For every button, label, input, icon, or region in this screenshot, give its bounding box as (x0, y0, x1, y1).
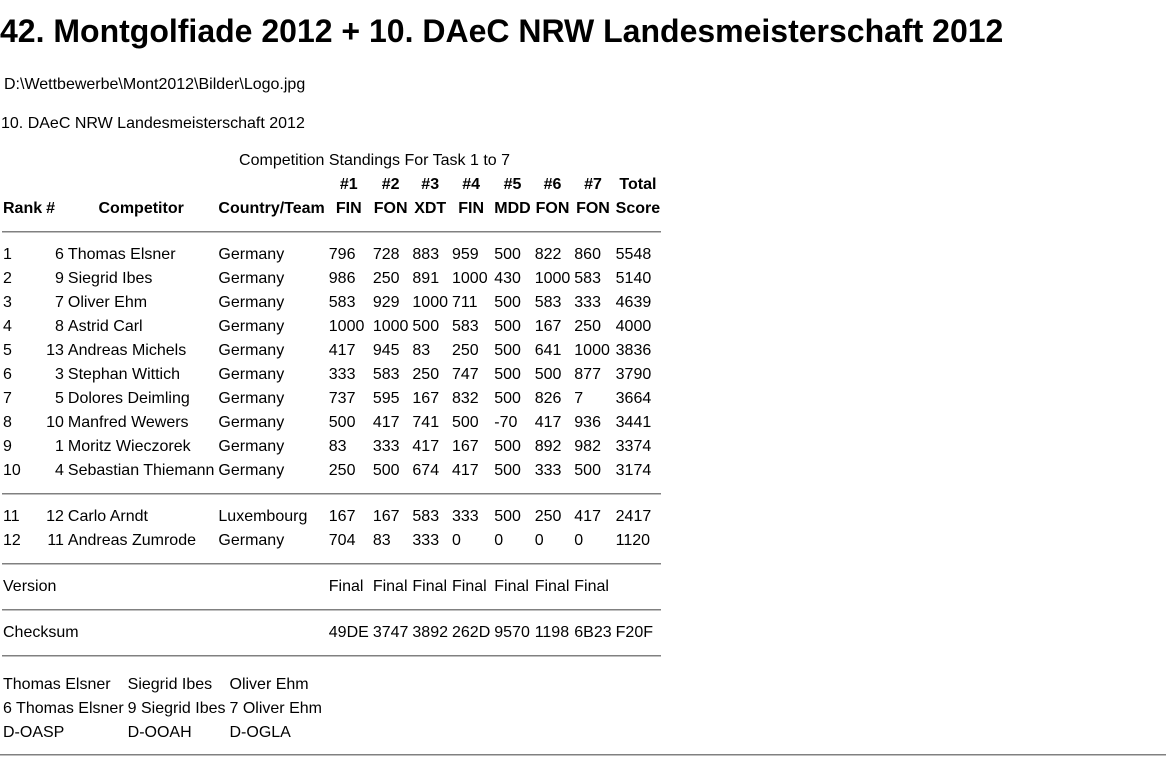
subtitle: 10. DAeC NRW Landesmeisterschaft 2012 (1, 115, 305, 132)
standings-table (0, 149, 663, 667)
version-label: Version (3, 578, 57, 595)
rank-cell: 6 (3, 366, 12, 383)
total-score-cell: 3174 (615, 462, 652, 479)
table-row (2, 363, 661, 387)
task-score-cell: 500 (494, 390, 521, 407)
task-score-cell: 417 (328, 342, 356, 359)
task-score-cell: 1000 (534, 270, 571, 287)
task-score-cell: 959 (452, 246, 479, 263)
task-score-cell: 891 (412, 270, 440, 287)
total-score-cell: 4000 (615, 318, 652, 335)
rank-cell: 12 (3, 532, 21, 549)
task-type-header: XDT (414, 200, 447, 217)
task-score-cell: 250 (452, 342, 479, 359)
table-divider-row (2, 599, 661, 621)
competitor-number-cell: 6 (55, 246, 64, 263)
task-score-cell: 832 (452, 390, 479, 407)
task-score-cell: 982 (574, 438, 601, 455)
checksum-value-cell: 1198 (534, 624, 570, 641)
total-score-cell: 1120 (615, 532, 651, 549)
task-score-cell: 826 (534, 390, 562, 407)
task-score-cell: 500 (412, 318, 440, 335)
task-score-cell: 595 (372, 390, 400, 407)
task-score-cell: 1000 (452, 270, 488, 287)
task-score-cell: 741 (412, 414, 440, 431)
task-score-cell: 583 (452, 318, 479, 335)
total-score-cell: 2417 (615, 508, 652, 525)
competitor-number-cell: 10 (46, 414, 64, 431)
pilot-registration-cell: D-OASP (3, 724, 65, 741)
pilot-info-row (2, 673, 323, 697)
country-cell: Luxembourg (218, 508, 308, 525)
rank-cell: 4 (3, 318, 12, 335)
task-score-cell: 883 (412, 246, 440, 263)
task-number-header: #2 (381, 176, 400, 193)
task-number-header: #4 (462, 176, 481, 193)
task-score-cell: 417 (372, 414, 400, 431)
task-score-cell: 929 (372, 294, 400, 311)
table-row (2, 459, 661, 483)
checksum-value-cell: 3892 (412, 624, 448, 641)
task-number-header: #7 (584, 176, 602, 193)
table-row (2, 411, 661, 435)
task-score-cell: 1000 (412, 294, 448, 311)
pilot-info-row (2, 697, 323, 721)
total-score-cell: 3836 (615, 342, 652, 359)
country-cell: Germany (218, 438, 285, 455)
task-score-cell: 641 (534, 342, 562, 359)
page-title: 42. Montgolfiade 2012 + 10. DAeC NRW Landesmeisterschaft 2012 (0, 13, 1004, 49)
rank-header: Rank (3, 200, 43, 217)
rank-cell: 11 (3, 508, 20, 525)
competitor-name-cell: Carlo Arndt (67, 508, 148, 525)
rank-cell: 2 (3, 270, 12, 287)
task-score-cell: 333 (574, 294, 601, 311)
task-score-cell: 0 (494, 532, 504, 549)
version-value-cell: Final (372, 578, 408, 595)
task-score-cell: 877 (574, 366, 601, 383)
task-score-cell: 417 (412, 438, 440, 455)
competitor-name-cell: Astrid Carl (67, 318, 143, 335)
country-cell: Germany (218, 246, 285, 263)
table-divider (2, 553, 661, 575)
task-score-cell: 583 (574, 270, 601, 287)
total-score-cell: 3441 (615, 414, 652, 431)
pilot-registration-cell: D-OOAH (127, 724, 192, 741)
task-score-cell: 417 (452, 462, 479, 479)
task-number-header: #6 (543, 176, 562, 193)
table-row (2, 387, 661, 411)
total-score-cell: 3790 (615, 366, 652, 383)
version-value-cell: Final (328, 578, 364, 595)
checksum-row (2, 621, 661, 645)
task-score-cell: -70 (494, 414, 518, 431)
task-score-cell: 0 (574, 532, 584, 549)
task-score-cell: 250 (412, 366, 440, 383)
task-score-cell: 0 (534, 532, 544, 549)
task-score-cell: 7 (574, 390, 584, 407)
task-score-cell: 250 (534, 508, 562, 525)
competitor-name-cell: Moritz Wieczorek (67, 438, 191, 455)
task-number-header: #1 (339, 176, 358, 193)
task-score-cell: 704 (328, 532, 356, 549)
task-score-cell: 500 (494, 462, 521, 479)
pilot-name-cell: Thomas Elsner (3, 676, 111, 693)
pilot-info-row (2, 721, 323, 745)
task-score-cell: 500 (328, 414, 356, 431)
checksum-value-cell: 49DE (328, 624, 369, 641)
task-score-cell: 250 (372, 270, 400, 287)
task-score-cell: 167 (372, 508, 400, 525)
score-header: Score (615, 200, 661, 217)
task-score-cell: 583 (328, 294, 356, 311)
country-cell: Germany (218, 270, 285, 287)
task-score-cell: 500 (494, 438, 521, 455)
pilot-name-cell: Siegrid Ibes (127, 676, 213, 693)
task-type-header: FON (535, 200, 570, 217)
table-row (2, 243, 661, 267)
task-score-cell: 500 (372, 462, 400, 479)
table-row (2, 315, 661, 339)
task-score-cell: 167 (412, 390, 440, 407)
task-score-cell: 500 (574, 462, 601, 479)
rank-cell: 10 (3, 462, 21, 479)
table-divider-row (2, 221, 661, 243)
table-divider-row (2, 553, 661, 575)
checksum-value-cell: 262D (452, 624, 491, 641)
competitor-number-cell: 11 (47, 532, 64, 549)
competitor-name-cell: Manfred Wewers (67, 414, 189, 431)
task-number-header: #3 (421, 176, 440, 193)
table-divider (2, 221, 661, 243)
task-score-cell: 796 (328, 246, 356, 263)
caption-row (2, 149, 661, 173)
country-cell: Germany (218, 414, 285, 431)
task-score-cell: 500 (494, 508, 521, 525)
competitor-name-cell: Andreas Michels (67, 342, 187, 359)
version-value-cell: Final (412, 578, 448, 595)
task-score-cell: 500 (534, 366, 562, 383)
competitor-number-cell: 9 (55, 270, 64, 287)
competitor-number-cell: 8 (55, 318, 64, 335)
rank-cell: 8 (3, 414, 12, 431)
total-score-cell: 3374 (615, 438, 652, 455)
total-header: Total (619, 176, 657, 193)
checksum-label: Checksum (3, 624, 79, 641)
rank-cell: 3 (3, 294, 12, 311)
rank-cell: 1 (3, 246, 12, 263)
table-row (2, 505, 661, 529)
task-score-cell: 860 (574, 246, 601, 263)
task-score-cell: 1000 (372, 318, 409, 335)
table-divider-row (2, 645, 661, 667)
competitor-name-cell: Siegrid Ibes (67, 270, 153, 287)
task-score-cell: 417 (534, 414, 562, 431)
task-score-cell: 333 (534, 462, 562, 479)
task-score-cell: 822 (534, 246, 562, 263)
country-cell: Germany (218, 462, 285, 479)
checksum-value-cell: 9570 (494, 624, 530, 641)
country-cell: Germany (218, 294, 285, 311)
total-score-cell: 3664 (615, 390, 652, 407)
competitor-number-cell: 5 (55, 390, 64, 407)
table-divider-row (2, 483, 661, 505)
task-score-cell: 333 (412, 532, 440, 549)
task-score-cell: 333 (452, 508, 479, 525)
task-score-cell: 83 (372, 532, 391, 549)
table-divider (2, 645, 661, 667)
number-header: # (46, 200, 56, 217)
total-score-cell: 4639 (615, 294, 652, 311)
task-number-header: #5 (503, 176, 522, 193)
competitor-name-cell: Dolores Deimling (67, 390, 190, 407)
task-score-cell: 986 (328, 270, 356, 287)
task-score-cell: 0 (452, 532, 461, 549)
task-score-cell: 1000 (328, 318, 365, 335)
task-type-header: FIN (335, 200, 362, 217)
competitor-name-cell: Stephan Wittich (67, 366, 180, 383)
country-cell: Germany (218, 342, 285, 359)
task-score-cell: 583 (372, 366, 400, 383)
competitor-name-cell: Thomas Elsner (67, 246, 176, 263)
competitor-number-cell: 3 (55, 366, 64, 383)
task-type-header: MDD (494, 200, 531, 217)
competitor-number-cell: 1 (55, 438, 64, 455)
total-score-cell: 5140 (615, 270, 652, 287)
pilot-numbered-cell: 6 Thomas Elsner (3, 700, 124, 717)
competitor-name-cell: Sebastian Thiemann (67, 462, 215, 479)
task-score-cell: 1000 (574, 342, 610, 359)
pilot-name-cell: Oliver Ehm (229, 676, 309, 693)
pilots-table (0, 673, 325, 745)
rank-cell: 7 (3, 390, 12, 407)
task-score-cell: 333 (372, 438, 400, 455)
competitor-name-cell: Oliver Ehm (67, 294, 148, 311)
task-score-cell: 500 (494, 318, 521, 335)
pilot-registration-cell: D-OGLA (229, 724, 291, 741)
task-score-cell: 583 (412, 508, 440, 525)
task-score-cell: 83 (412, 342, 431, 359)
task-score-cell: 167 (328, 508, 356, 525)
task-score-cell: 500 (494, 342, 521, 359)
pilot-numbered-cell: 7 Oliver Ehm (229, 700, 322, 717)
task-type-header: FIN (458, 200, 485, 217)
table-divider (2, 599, 661, 621)
header-row-columns (2, 197, 661, 221)
task-score-cell: 674 (412, 462, 440, 479)
checksum-value-cell: 3747 (372, 624, 409, 641)
competitor-number-cell: 12 (46, 508, 64, 525)
table-caption: Competition Standings For Task 1 to 7 (239, 152, 511, 169)
country-header: Country/Team (218, 200, 325, 217)
competitor-number-cell: 7 (55, 294, 64, 311)
competitor-header: Competitor (98, 200, 184, 217)
version-row (2, 575, 661, 599)
task-score-cell: 500 (494, 246, 521, 263)
task-score-cell: 936 (574, 414, 601, 431)
task-score-cell: 417 (574, 508, 601, 525)
checksum-value-cell: 6B23 (574, 624, 612, 641)
country-cell: Germany (218, 390, 285, 407)
bottom-divider (0, 754, 1166, 756)
task-score-cell: 250 (328, 462, 356, 479)
version-value-cell: Final (574, 578, 609, 595)
pilot-numbered-cell: 9 Siegrid Ibes (127, 700, 226, 717)
task-score-cell: 167 (452, 438, 479, 455)
rank-cell: 5 (3, 342, 12, 359)
table-row (2, 435, 661, 459)
task-score-cell: 500 (494, 366, 521, 383)
table-row (2, 529, 661, 553)
table-row (2, 267, 661, 291)
table-row (2, 291, 661, 315)
task-score-cell: 83 (328, 438, 347, 455)
country-cell: Germany (218, 532, 285, 549)
table-row (2, 339, 661, 363)
competitor-number-cell: 4 (55, 462, 64, 479)
task-score-cell: 167 (534, 318, 562, 335)
task-score-cell: 250 (574, 318, 601, 335)
task-score-cell: 583 (534, 294, 562, 311)
task-score-cell: 500 (494, 294, 521, 311)
task-score-cell: 747 (452, 366, 479, 383)
version-value-cell: Final (534, 578, 570, 595)
task-score-cell: 728 (372, 246, 400, 263)
competitor-name-cell: Andreas Zumrode (67, 532, 196, 549)
task-score-cell: 430 (494, 270, 521, 287)
task-score-cell: 500 (452, 414, 479, 431)
task-score-cell: 711 (452, 294, 478, 311)
task-score-cell: 333 (328, 366, 356, 383)
total-score-cell: 5548 (615, 246, 652, 263)
country-cell: Germany (218, 318, 285, 335)
task-type-header: FON (576, 200, 610, 217)
table-divider (2, 483, 661, 505)
header-row-tasks (2, 173, 661, 197)
country-cell: Germany (218, 366, 285, 383)
task-type-header: FON (373, 200, 408, 217)
task-score-cell: 945 (372, 342, 400, 359)
task-score-cell: 892 (534, 438, 562, 455)
version-value-cell: Final (494, 578, 529, 595)
logo-path-text: D:\Wettbewerbe\Mont2012\Bilder\Logo.jpg (4, 76, 306, 93)
checksum-total-cell: F20F (615, 624, 653, 641)
task-score-cell: 737 (328, 390, 356, 407)
rank-cell: 9 (3, 438, 12, 455)
version-value-cell: Final (452, 578, 487, 595)
competitor-number-cell: 13 (46, 342, 64, 359)
